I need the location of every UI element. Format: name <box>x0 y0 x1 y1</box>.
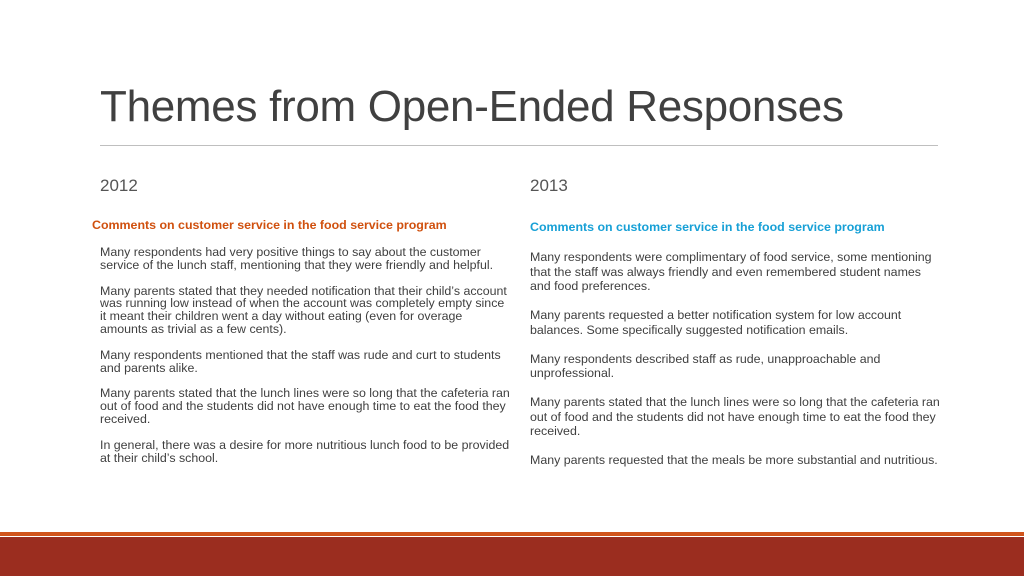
footer-band <box>0 537 1024 576</box>
heading-2012: Comments on customer service in the food service program <box>92 218 447 232</box>
paragraph-2013-3: Many respondents described staff as rude, unapproachable and unprofessional. <box>530 351 881 380</box>
paragraph-2012-5: In general, there was a desire for more nutritious lunch food to be provided at their child’s school. <box>100 437 510 465</box>
title-divider <box>100 145 938 146</box>
year-2012-label: 2012 <box>100 176 138 195</box>
heading-2013: Comments on customer service in the food service program <box>530 220 885 234</box>
paragraph-2012-2: Many parents stated that they needed notification that their child’s account was running low instead of when the account was completely empty since it meant their children went a day without eating (even for overage amounts as trivial as a few cents). <box>100 283 507 336</box>
paragraph-2012-1: Many respondents had very positive things to say about the customer service of the lunch staff, mentioning that they were friendly and helpful. <box>100 245 494 272</box>
slide-title: Themes from Open-Ended Responses <box>100 82 844 131</box>
paragraph-2012-3: Many respondents mentioned that the staff was rude and curt to students and parents alike. <box>100 347 501 375</box>
paragraph-2012-4: Many parents stated that the lunch lines were so long that the cafeteria ran out of food and the students did not have enough time to eat the food they received. <box>100 386 510 426</box>
paragraph-2013-1: Many respondents were complimentary of food service, some mentioning that the staff was always friendly and even remembered student names and food preferences. <box>530 250 932 293</box>
paragraph-2013-5: Many parents requested that the meals be more substantial and nutritious. <box>530 453 938 467</box>
column-2012 <box>100 246 510 477</box>
column-2013 <box>530 250 940 482</box>
paragraph-2013-4: Many parents stated that the lunch lines were so long that the cafeteria ran out of food and the students did not have enough time to eat the food they received. <box>530 395 940 438</box>
footer-accent-stripe <box>0 532 1024 536</box>
year-2013-label: 2013 <box>530 176 568 195</box>
paragraph-2013-2: Many parents requested a better notification system for low account balances. Some specifically suggested notification emails. <box>530 308 902 337</box>
